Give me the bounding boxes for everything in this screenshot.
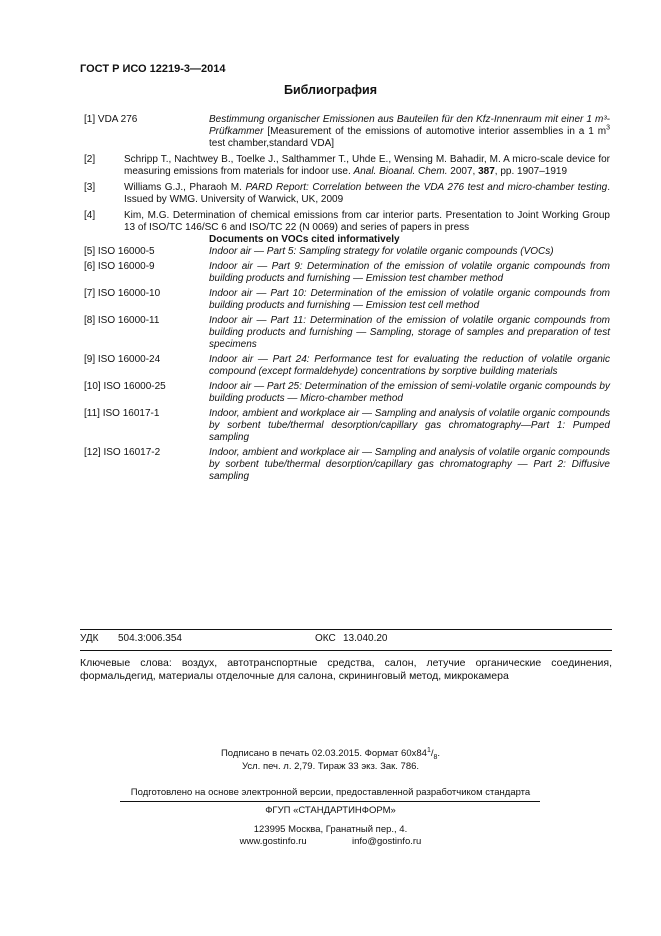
informative-entry [84, 261, 610, 285]
page-title: Библиография [283, 83, 378, 97]
imprint-publisher: ФГУП «СТАНДАРТИНФОРМ» [265, 805, 396, 816]
entry-text: Kim, M.G. Determination of chemical emissions from car interior parts. Presentation to Joint Working Group 13 of ISO/TC 146/SC 6 and ISO/TC 22 (N 0069) and series of papers in press [124, 210, 610, 233]
imprint-print-info: Усл. печ. л. 2,79. Тираж 33 экз. Зак. 786. [241, 761, 420, 772]
informative-entry [84, 408, 610, 444]
informative-entry [84, 246, 610, 258]
entry-text: Bestimmung organischer Emissionen aus Bauteilen für den Kfz-Innenraum mit einer 1 m³- Prüfkammer [Measurement of the emissions of automotive interior assemblies in a 1 $m^3$ test chamber,standard VDA] [209, 114, 610, 149]
informative-entry [84, 288, 610, 312]
udc-label: УДК [80, 633, 99, 644]
entry-ref: [7] ISO 16000-10 [84, 288, 161, 299]
bibliography-entry [84, 182, 610, 206]
bibliography-entry [84, 154, 610, 178]
website-link[interactable]: www.gostinfo.ru [239, 836, 307, 847]
signed-text: Подписано в печать 02.03.2015. Формат 60x84 [220, 748, 427, 759]
entry-ref: [12] ISO 16017-2 [84, 447, 161, 458]
udc-value: 504.3:006.354 [118, 633, 182, 644]
entry-ref: [8] ISO 16000-11 [84, 315, 160, 326]
standard-code: ГОСТ Р ИСО 12219-3—2014 [80, 63, 226, 75]
email-link[interactable]: info@gostinfo.ru [352, 836, 422, 847]
imprint-address: 123995 Москва, Гранатный пер., 4. [253, 824, 408, 835]
informative-entry [84, 381, 610, 405]
entry-text: Indoor, ambient and workplace air — Sampling and analysis of volatile organic compounds by sorbent tube/thermal desorption/capillary gas chromatography — Part 2: Diffusive sampling [209, 447, 610, 482]
oks-label: ОКС [315, 633, 336, 644]
entry-text: Schripp T., Nachtwey B., Toelke J., Salthammer T., Uhde E., Wensing M. Bahadir, M. A micro-scale device for measuring emissions from materials for indoor use. Anal. Bioanal. Chem. 2007, 387, pp. 1907–1919 [124, 154, 610, 177]
informative-entry [84, 315, 610, 351]
informative-entry [84, 447, 610, 483]
entry-text: Indoor, ambient and workplace air — Sampling and analysis of volatile organic compounds by sorbent tube/thermal desorption/capillary gas chromatography—Part 1: Pumped sampling [209, 408, 610, 443]
entry-text: Williams G.J., Pharaoh M. PARD Report: Correlation between the VDA 276 test and micro-chamber testing. Issued by WMG. University of Warwick, UK, 2009 [124, 182, 611, 205]
imprint-signed: Подписано в печать 02.03.2015. Формат $60x84^1/_8$. [220, 746, 441, 761]
entry-ref: [11] ISO 16017-1 [84, 408, 160, 419]
entry-ref: [2] [84, 154, 96, 165]
informative-heading: Documents on VOCs cited informatively [209, 234, 400, 245]
entry-ref: [10] ISO 16000-25 [84, 381, 166, 392]
entry-ref: [3] [84, 182, 96, 193]
bibliography-entry [84, 114, 610, 150]
divider [80, 629, 612, 630]
entry-ref: [9] ISO 16000-24 [84, 354, 161, 365]
entry-ref: [1] VDA 276 [84, 114, 138, 125]
entry-text: Indoor air — Part 9: Determination of the emission of volatile organic compounds from building products and furnishing — Emission test chamber method [209, 261, 610, 284]
imprint-prepared: Подготовлено на основе электронной версии, предоставленной разработчиком стандарта [130, 787, 531, 798]
bibliography-entry [84, 210, 610, 234]
entry-ref: [6] ISO 16000-9 [84, 261, 155, 272]
format-fraction-den: 8 [433, 753, 438, 761]
entry-text: Indoor air — Part 5: Sampling strategy for volatile organic compounds (VOCs) [209, 246, 554, 257]
entry-ref: [4] [84, 210, 96, 221]
oks-value: 13.040.20 [343, 633, 388, 644]
imprint-contacts [0, 836, 661, 847]
keywords: Ключевые слова: воздух, автотранспортные средства, салон, летучие органические соединения, формальдегид, материалы отделочные для салона, скрининговый метод, микрокамера [80, 657, 612, 682]
entry-text: Indoor air — Part 10: Determination of the emission of volatile organic compounds from building products and furnishing — Emission test cell method [209, 288, 610, 311]
divider [80, 650, 612, 651]
informative-entry [84, 354, 610, 378]
entry-text: Indoor air — Part 11: Determination of the emission of volatile organic compounds from building products and furnishing — Sampling, storage of samples and preparation of test specimens [209, 315, 610, 350]
divider [120, 801, 540, 802]
entry-text: Indoor air — Part 24: Performance test for evaluating the reduction of volatile organic compound (except formaldehyde) concentrations by sorptive building materials [209, 354, 610, 377]
entry-text: Indoor air — Part 25: Determination of the emission of semi-volatile organic compounds by building products — Micro-chamber method [209, 381, 610, 404]
format-fraction-num: 1 [426, 746, 431, 754]
bibliography-list [84, 114, 610, 483]
entry-ref: [5] ISO 16000-5 [84, 246, 155, 257]
